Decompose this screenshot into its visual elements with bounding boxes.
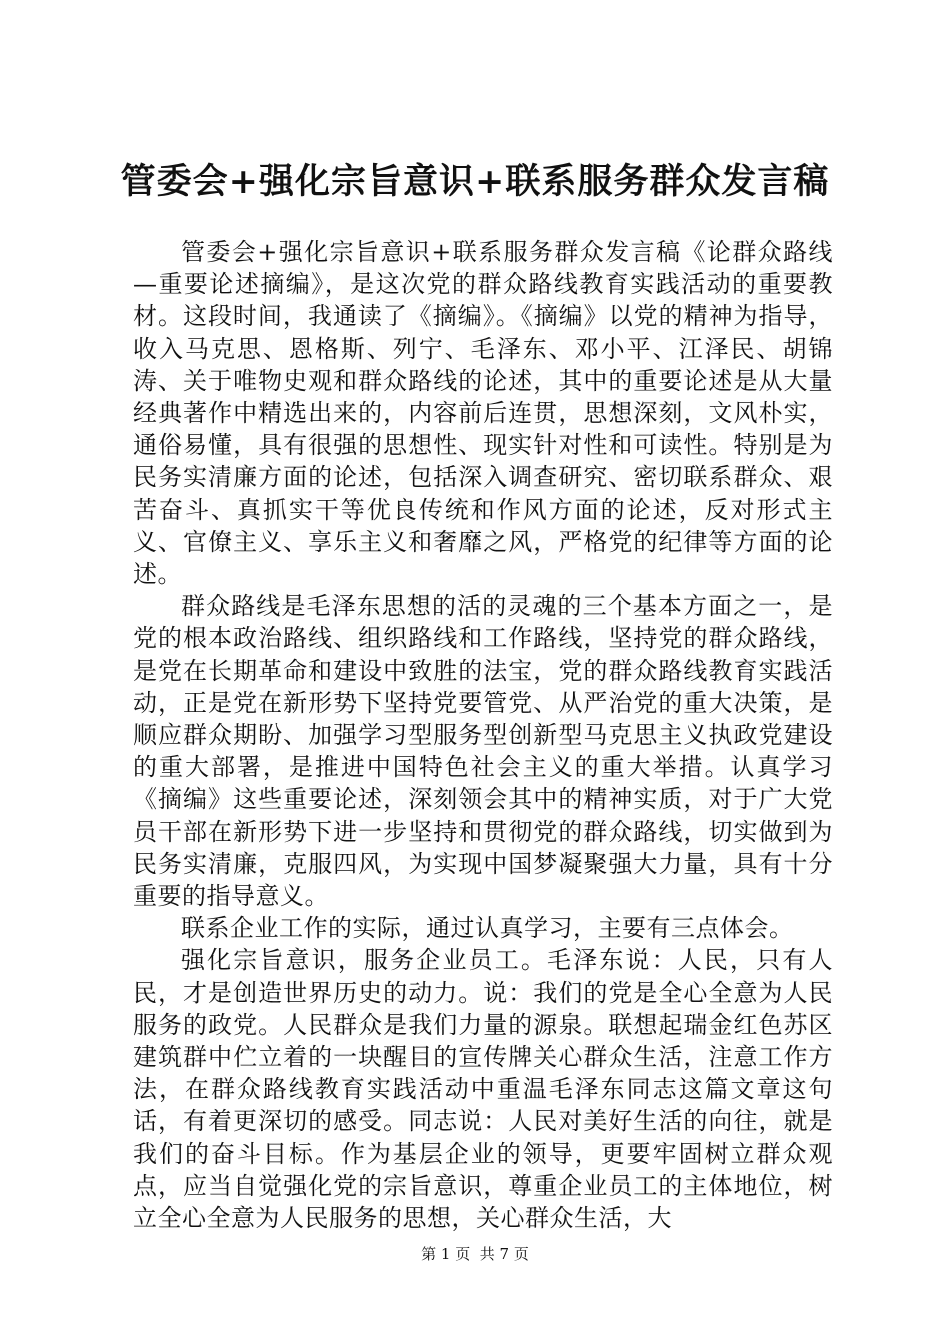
document-body [133,236,833,1234]
paragraph: 强化宗旨意识，服务企业员工。毛泽东说：人民，只有人民，才是创造世界历史的动力。说：我们的党是全心全意为人民服务的政党。人民群众是我们力量的源泉。联想起瑞金红色苏区建筑群中伫立着的一块醒目的宣传牌关心群众生活，注意工作方法，在群众路线教育实践活动中重温毛泽东同志这篇文章这句话，有着更深切的感受。同志说：人民对美好生活的向往，就是我们的奋斗目标。作为基层企业的领导，更要牢固树立群众观点，应当自觉强化党的宗旨意识，尊重企业员工的主体地位，树立全心全意为人民服务的思想，关心群众生活，大 [133,946,833,1233]
document-title: 管委会+强化宗旨意识+联系服务群众发言稿 [120,161,830,202]
page-footer [0,1244,950,1264]
page-number-label: 第 1 页 共 7 页 [421,1245,529,1263]
paragraph: 管委会+强化宗旨意识+联系服务群众发言稿《论群众路线—重要论述摘编》，是这次党的群众路线教育实践活动的重要教材。这段时间，我通读了《摘编》。《摘编》以党的精神为指导，收入马克思、恩格斯、列宁、毛泽东、邓小平、江泽民、胡锦涛、关于唯物史观和群众路线的论述，其中的重要论述是从大量经典著作中精选出来的，内容前后连贯，思想深刻，文风朴实，通俗易懂，具有很强的思想性、现实针对性和可读性。特别是为民务实清廉方面的论述，包括深入调查研究、密切联系群众、艰苦奋斗、真抓实干等优良传统和作风方面的论述，反对形式主义、官僚主义、享乐主义和奢靡之风，严格党的纪律等方面的论述。 [133,238,833,589]
paragraph: 联系企业工作的实际，通过认真学习，主要有三点体会。 [181,914,794,943]
paragraph: 群众路线是毛泽东思想的活的灵魂的三个基本方面之一，是党的根本政治路线、组织路线和工作路线，坚持党的群众路线，是党在长期革命和建设中致胜的法宝，党的群众路线教育实践活动，正是党在新形势下坚持党要管党、从严治党的重大决策，是顺应群众期盼、加强学习型服务型创新型马克思主义执政党建设的重大部署，是推进中国特色社会主义的重大举措。认真学习《摘编》这些重要论述，深刻领会其中的精神实质，对于广大党员干部在新形势下进一步坚持和贯彻党的群众路线，切实做到为民务实清廉，克服四风，为实现中国梦凝聚强大力量，具有十分重要的指导意义。 [133,592,833,911]
